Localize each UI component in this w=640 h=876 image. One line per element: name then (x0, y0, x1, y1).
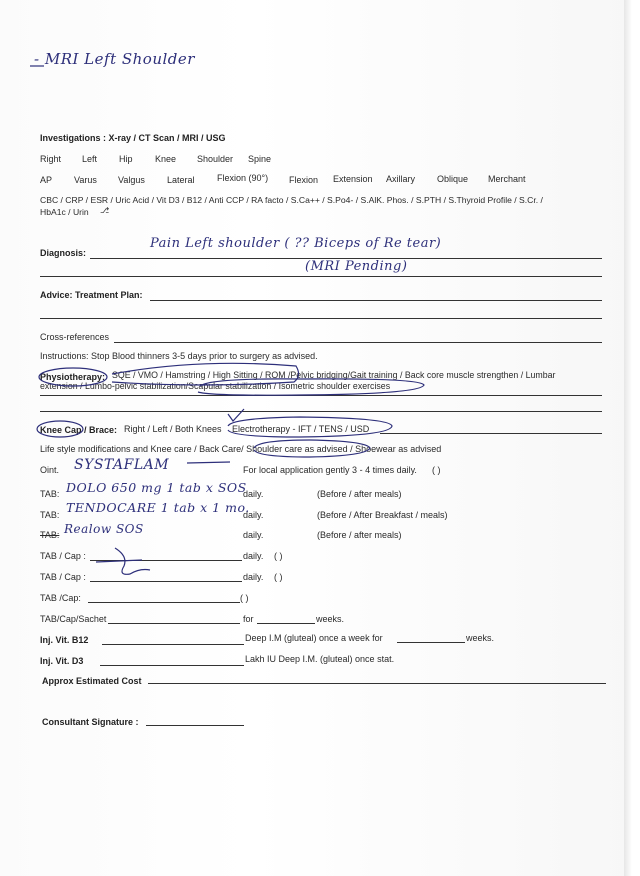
physiotherapy-line-2[interactable] (40, 411, 602, 412)
option-valgus[interactable]: Valgus (118, 175, 145, 185)
signature-label: Consultant Signature : (42, 717, 139, 727)
physiotherapy-line-1[interactable] (40, 395, 602, 396)
lifestyle-text: Life style modifications and Knee care / Back Care/ Shoulder care as advised / Shoewear as advised (40, 444, 442, 454)
labs-line-2: HbA1c / Urin (40, 207, 89, 217)
rx-prefix: TAB: (40, 489, 60, 499)
rx-suffix: daily. (243, 530, 264, 540)
cost-line[interactable] (148, 683, 606, 684)
rx-suffix: daily. (243, 489, 264, 499)
rx-blank[interactable] (108, 623, 240, 624)
advice-label: Advice: Treatment Plan: (40, 290, 143, 300)
rx-suffix: daily. (243, 551, 264, 561)
inj-b12-label: Inj. Vit. B12 (40, 635, 89, 645)
inj-d3-text: Lakh IU Deep I.M. (gluteal) once stat. (245, 654, 395, 664)
rx-prefix: TAB: (40, 510, 60, 520)
investigations-label: Investigations : X-ray / CT Scan / MRI / USG (40, 133, 226, 143)
option-hip[interactable]: Hip (119, 154, 133, 164)
instructions-text: Instructions: Stop Blood thinners 3-5 days prior to surgery as advised. (40, 351, 318, 361)
rx-prefix: TAB/Cap/Sachet (40, 614, 107, 624)
rx-handwriting: DOLO 650 mg 1 tab x SOS (66, 480, 247, 495)
inj-b12-weeks-blank[interactable] (397, 642, 465, 643)
rx-prefix: TAB / Cap : (40, 551, 86, 561)
urine-icon: ⎇ (100, 206, 110, 215)
inj-d3-blank[interactable] (100, 665, 244, 666)
advice-line-1[interactable] (150, 300, 602, 301)
inj-d3-label: Inj. Vit. D3 (40, 656, 84, 666)
option-axillary[interactable]: Axillary (386, 174, 416, 184)
rx-bracket: (Before / After Breakfast / meals) (317, 510, 448, 520)
option-flexion[interactable]: Flexion (289, 175, 319, 185)
rx-bracket: ( ) (274, 551, 283, 561)
rx-blank[interactable] (88, 602, 240, 603)
option-oblique[interactable]: Oblique (437, 174, 469, 184)
rx-bracket: (Before / after meals) (317, 530, 402, 540)
option-ap[interactable]: AP (40, 175, 53, 185)
rx-blank[interactable] (90, 581, 242, 582)
rx-blank[interactable] (90, 560, 242, 561)
knee-cap-brace-label: Knee Cap / Brace: (40, 425, 118, 435)
rx-prefix: TAB: (40, 530, 60, 540)
rx-bracket: ( ) (274, 572, 283, 582)
option-spine[interactable]: Spine (248, 154, 272, 164)
rx-prefix: TAB / Cap : (40, 572, 86, 582)
handwritten-title: - MRI Left Shoulder (34, 50, 195, 68)
option-left[interactable]: Left (82, 154, 98, 164)
brace-line[interactable] (380, 433, 602, 434)
cross-references-line[interactable] (114, 342, 602, 343)
diagnosis-handwriting-1: Pain Left shoulder ( ?? Biceps of Re tear) (150, 236, 442, 251)
diagnosis-handwriting-2: (MRI Pending) (305, 259, 408, 274)
option-varus[interactable]: Varus (74, 175, 97, 185)
rx-prefix: Oint. (40, 465, 60, 475)
rx-bracket: (Before / after meals) (317, 489, 402, 499)
rx-bracket: ( ) (240, 593, 249, 603)
rx-bracket: ( ) (432, 465, 441, 475)
scribble-mark (115, 548, 150, 574)
advice-line-2[interactable] (40, 318, 602, 319)
inj-b12-text: Deep I.M (gluteal) once a week for (245, 633, 383, 643)
labs-line-1: CBC / CRP / ESR / Uric Acid / Vit D3 / B12 / Anti CCP / RA facto / S.Ca++ / S.Po4- / S.AlK. Phos. / S.PTH / S.Thyroid Profile / S.Cr. / (40, 195, 543, 205)
page-edge (624, 0, 632, 876)
physiotherapy-label: Physiotherapy: (40, 372, 106, 382)
oint-dash (187, 462, 230, 463)
rx-bracket: weeks. (316, 614, 345, 624)
signature-line[interactable] (146, 725, 244, 726)
option-merchant[interactable]: Merchant (488, 174, 526, 184)
physiotherapy-text-2: extension / Lumbo-pelvic stabilization/Scapular stabilization / Isometric shoulder exercises (40, 381, 391, 391)
inj-b12-weeks: weeks. (466, 633, 495, 643)
rx-suffix: daily. (243, 572, 264, 582)
cost-label: Approx Estimated Cost (42, 676, 142, 686)
physiotherapy-text-1: SQE / VMO / Hamstring / High Sitting / ROM /Pelvic bridging/Gait training / Back core muscle strengthen / Lumbar (112, 370, 556, 380)
rx-handwriting: SYSTAFLAM (74, 457, 170, 473)
rx-prefix: TAB /Cap: (40, 593, 81, 603)
option-knee[interactable]: Knee (155, 154, 177, 164)
rx-suffix: for (243, 614, 254, 624)
cross-references-label: Cross-references (40, 332, 110, 342)
electrotherapy-text: Electrotherapy - IFT / TENS / USD (232, 424, 370, 434)
brace-sides: Right / Left / Both Knees (124, 424, 222, 434)
option-shoulder[interactable]: Shoulder (197, 154, 234, 164)
inj-b12-blank[interactable] (102, 644, 244, 645)
option-extension[interactable]: Extension (333, 174, 373, 184)
option-right[interactable]: Right (40, 154, 62, 164)
rx-handwriting: Realow SOS (64, 522, 144, 536)
diagnosis-label: Diagnosis: (40, 248, 87, 258)
option-flexion-90[interactable]: Flexion (90°) (217, 173, 269, 183)
rx-suffix: daily. (243, 510, 264, 520)
rx-weeks-blank[interactable] (257, 623, 315, 624)
diagnosis-line-2 (40, 276, 602, 277)
rx-handwriting: TENDOCARE 1 tab x 1 mo. (66, 500, 250, 515)
option-lateral[interactable]: Lateral (167, 175, 195, 185)
rx-suffix: For local application gently 3 - 4 times daily. (243, 465, 417, 475)
